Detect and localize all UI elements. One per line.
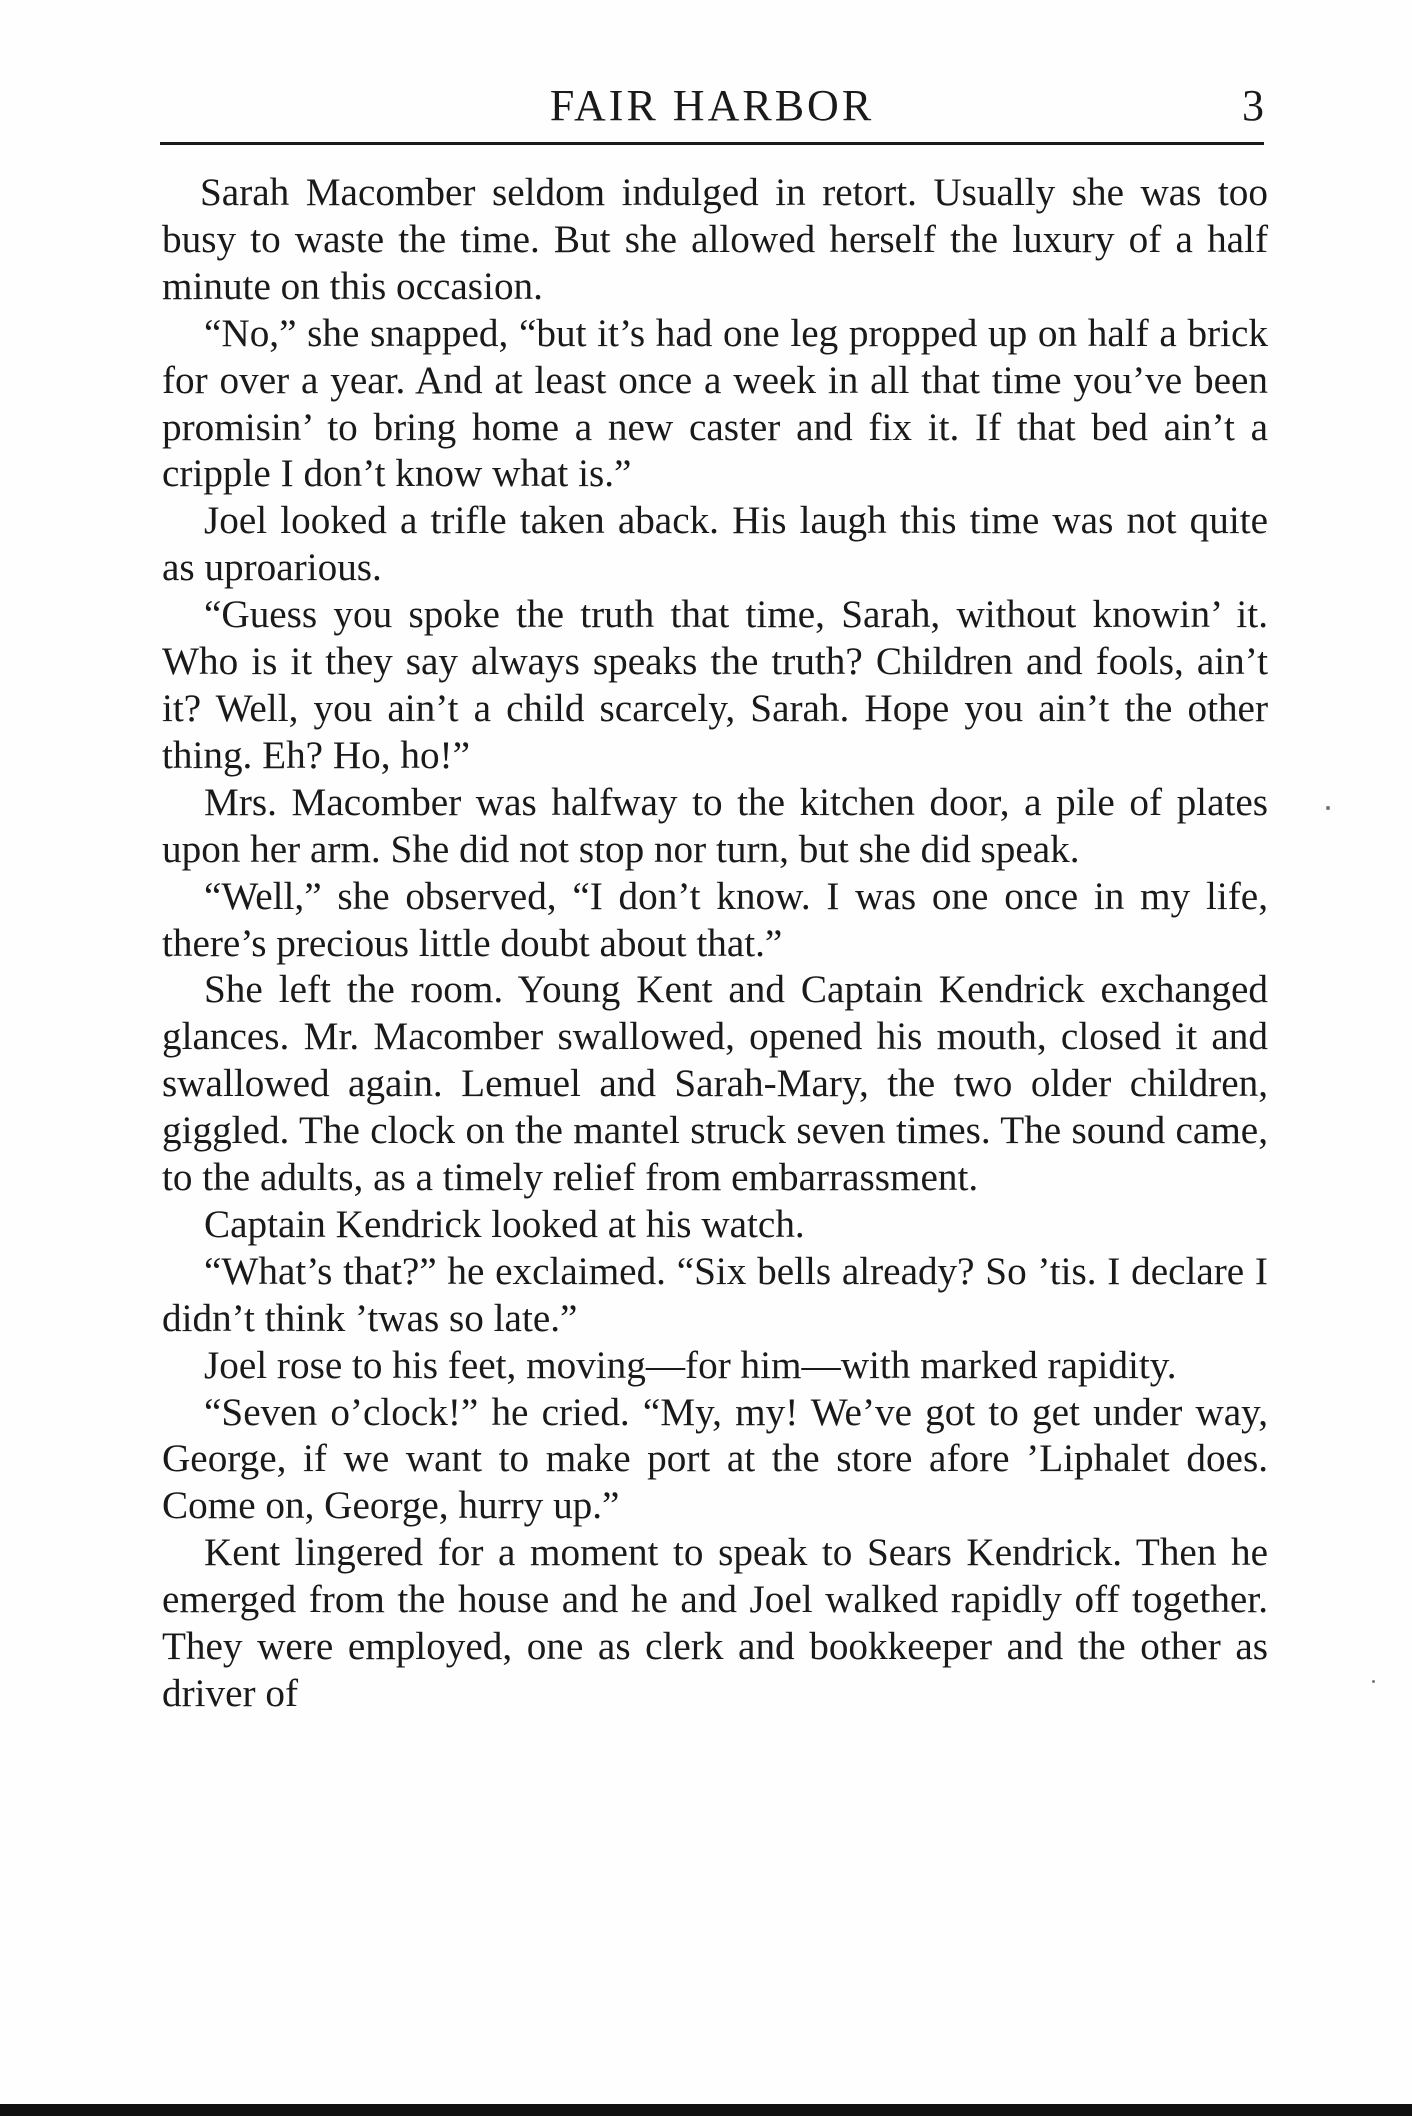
page-number: 3 [1242, 81, 1264, 130]
running-head [160, 78, 1264, 138]
paragraph: Sarah Macomber seldom indulged in retort. Usually she was too busy to waste the time. But she allowed herself the luxury of a half minute on this occasion. [162, 171, 1268, 308]
paragraph: Mrs. Macomber was halfway to the kitchen door, a pile of plates upon her arm. She did not stop nor turn, but she did speak. [162, 780, 1268, 871]
paragraph: “Guess you spoke the truth that time, Sarah, without knowin’ it. Who is it they say always speaks the truth? Children and fools, ain’t it? Well, you ain’t a child scarcely, Sarah. Hope you ain’t the other thing. Eh? Ho, ho!” [162, 593, 1268, 777]
scan-speck [1372, 1680, 1375, 1683]
paragraph: Captain Kendrick looked at his watch. [204, 1202, 805, 1246]
paragraph: Joel looked a trifle taken aback. His laugh this time was not quite as uproarious. [162, 499, 1268, 590]
running-title: FAIR HARBOR [549, 81, 875, 130]
paragraph: She left the room. Young Kent and Captain Kendrick exchanged glances. Mr. Macomber swallowed, opened his mouth, closed it and swallowed again. Lemuel and Sarah-Mary, the two older children, giggled. The clock on the mantel struck seven times. The sound came, to the adults, as a timely relief from embarrassment. [162, 968, 1268, 1200]
paragraph: Joel rose to his feet, moving—for him—with marked rapidity. [204, 1343, 1177, 1387]
paragraph: “What’s that?” he exclaimed. “Six bells already? So ’tis. I declare I didn’t think ’twas so late.” [162, 1249, 1268, 1340]
scan-speck [1326, 806, 1330, 810]
scan-bottom-edge [0, 2104, 1412, 2116]
header-rule [160, 142, 1264, 145]
paragraph: Kent lingered for a moment to speak to Sears Kendrick. Then he emerged from the house and he and Joel walked rapidly off together. They were employed, one as clerk and bookkeeper and the other as driver of [162, 1531, 1268, 1715]
paragraph: “Seven o’clock!” he cried. “My, my! We’ve got to get under way, George, if we want to make port at the store afore ’Liphalet does. Come on, George, hurry up.” [162, 1390, 1268, 1528]
paragraph: “No,” she snapped, “but it’s had one leg propped up on half a brick for over a year. And at least once a week in all that time you’ve been promisin’ to bring home a new caster and fix it. If that bed ain’t a cripple I don’t know what is.” [162, 311, 1268, 496]
body-text [162, 170, 1268, 1718]
paragraph: “Well,” she observed, “I don’t know. I was one once in my life, there’s precious little doubt about that.” [162, 874, 1268, 965]
